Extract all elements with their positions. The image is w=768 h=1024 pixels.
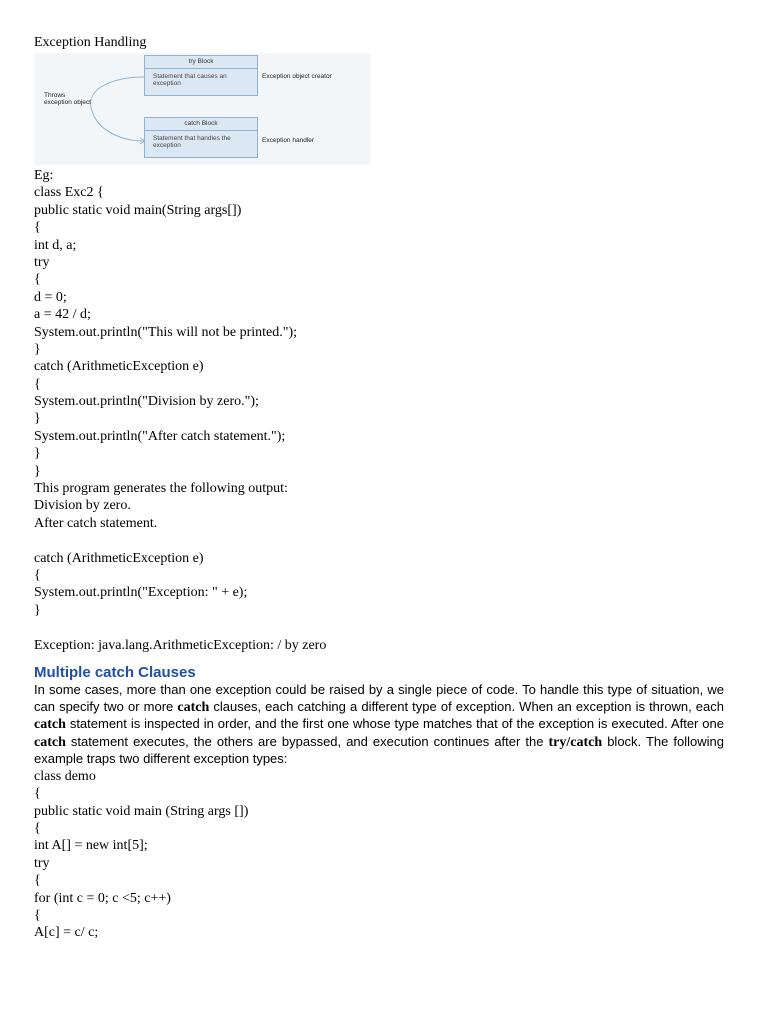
code-line: { — [34, 908, 41, 924]
code-line: A[c] = c/ c; — [34, 925, 99, 941]
para-text: statement is inspected in order, and the first one whose type matches that of the exception is executed. After one — [65, 716, 724, 732]
catch-block-header: catch Block — [145, 118, 257, 131]
code-line: } — [34, 602, 41, 618]
section-heading: Multiple catch Clauses — [34, 663, 196, 681]
code-example-1 — [34, 167, 734, 532]
catch-block-box — [144, 117, 258, 158]
code-line: int A[] = new int[5]; — [34, 838, 148, 854]
section-paragraph — [34, 682, 724, 768]
code-line: class Exc2 { — [34, 185, 104, 201]
code-line: try — [34, 254, 50, 270]
code-line: d = 0; — [34, 289, 67, 305]
try-block-box — [144, 55, 258, 96]
code-line: After catch statement. — [34, 515, 158, 531]
code-line: catch (ArithmeticException e) — [34, 550, 204, 566]
throws-label: Throws exception object — [44, 92, 91, 106]
code-line: System.out.println("Division by zero."); — [34, 394, 259, 410]
code-line: a = 42 / d; — [34, 307, 91, 323]
para-text: statement executes, the others are bypassed, and execution continues after the — [65, 733, 549, 749]
code-line: System.out.println("Exception: " + e); — [34, 585, 248, 601]
exception-diagram — [34, 53, 370, 165]
code-line: for (int c = 0; c <5; c++) — [34, 890, 171, 906]
code-line: { — [34, 567, 41, 583]
para-text: clauses, each catching a different type of exception. When an exception is thrown, each — [209, 698, 724, 714]
document-page — [34, 34, 734, 942]
catch-side-label: Exception handler — [262, 137, 315, 144]
code-line: { — [34, 821, 41, 837]
para-keyword: catch — [34, 734, 66, 750]
code-line: System.out.println("After catch statement."); — [34, 428, 286, 444]
code-line: catch (ArithmeticException e) — [34, 359, 204, 375]
code-line: } — [34, 463, 41, 479]
code-example-2 — [34, 550, 734, 620]
para-keyword: catch — [34, 717, 66, 733]
code-line: class demo — [34, 768, 96, 784]
code-line: This program generates the following output: — [34, 481, 288, 497]
try-block-header: try Block — [145, 56, 257, 69]
code-example-3 — [34, 768, 734, 942]
code-line: { — [34, 786, 41, 802]
code-line: } — [34, 446, 41, 462]
code-line: public static void main(String args[]) — [34, 202, 242, 218]
code-line: { — [34, 272, 41, 288]
code-line: { — [34, 220, 41, 236]
para-keyword: try/catch — [548, 734, 603, 750]
para-keyword: catch — [177, 699, 210, 715]
code-line: { — [34, 873, 41, 889]
output-line: Exception: java.lang.ArithmeticException: / by zero — [34, 637, 327, 653]
code-line: int d, a; — [34, 237, 77, 253]
code-line: Eg: — [34, 168, 54, 183]
doc-title: Exception Handling — [34, 35, 147, 50]
code-line: } — [34, 411, 41, 427]
try-side-label: Exception object creator — [262, 73, 332, 80]
code-line: Division by zero. — [34, 498, 131, 514]
code-line: } — [34, 341, 41, 357]
try-block-body: Statement that causes an exception — [153, 73, 227, 87]
catch-block-body: Statement that handles the exception — [153, 135, 231, 149]
code-line: public static void main (String args []) — [34, 803, 249, 819]
code-line: { — [34, 376, 41, 392]
para-text: block. The following example traps two different exception types: — [34, 733, 725, 767]
throws-arrow-icon — [82, 75, 152, 145]
code-line: System.out.println("This will not be printed."); — [34, 324, 298, 340]
code-line: try — [34, 855, 50, 871]
para-text: In some cases, more than one exception could be raised by a single piece of code. To handle this type of situation, we can specify two or more — [34, 681, 724, 714]
